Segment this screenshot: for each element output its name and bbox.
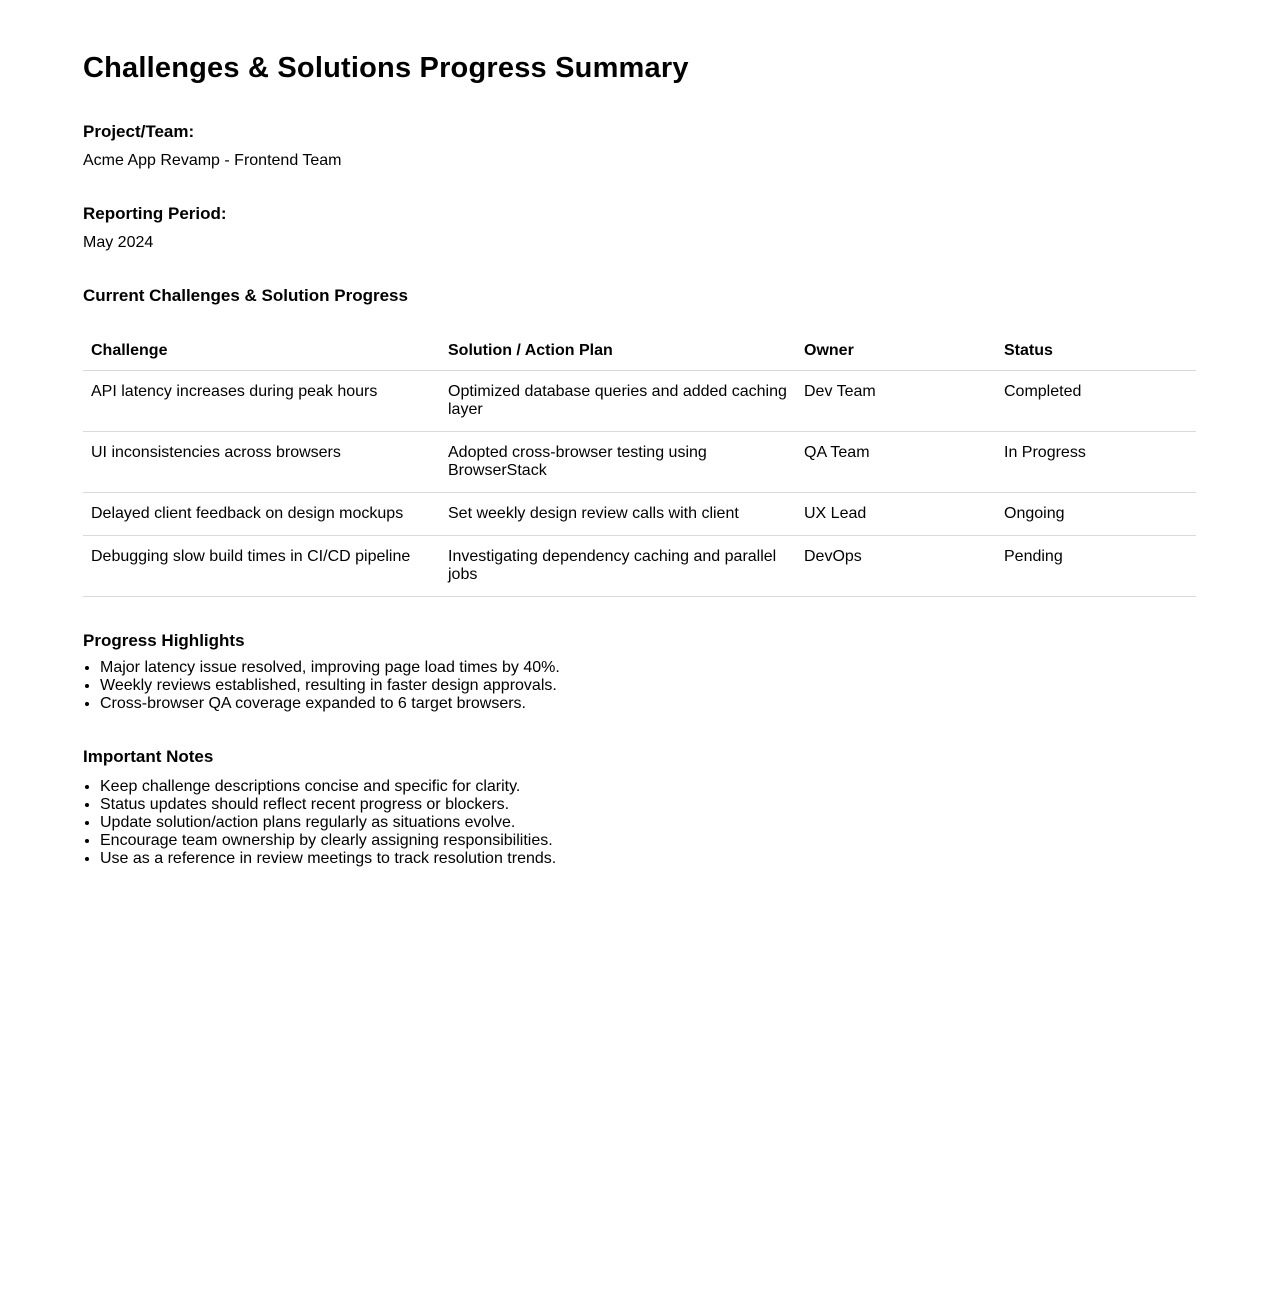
table-row (83, 371, 1196, 432)
note-item: • Update solution/action plans regularly as situations evolve. (100, 814, 1196, 832)
progress-highlights-section (83, 631, 1196, 713)
cell-challenge: UI inconsistencies across browsers (83, 432, 440, 493)
project-team-section (83, 122, 1196, 170)
cell-solution: Investigating dependency caching and parallel jobs (440, 536, 796, 597)
project-team-value: Acme App Revamp - Frontend Team (83, 152, 342, 169)
table-row (83, 432, 1196, 493)
table-header (83, 332, 1196, 371)
table-row (83, 493, 1196, 536)
note-item: • Encourage team ownership by clearly assigning responsibilities. (100, 832, 1196, 850)
project-team-label: Project/Team: (83, 122, 195, 141)
reporting-period-value: May 2024 (83, 234, 154, 251)
cell-owner: DevOps (796, 536, 996, 597)
note-item: • Status updates should reflect recent progress or blockers. (100, 796, 1196, 814)
challenges-heading: Current Challenges & Solution Progress (83, 286, 408, 305)
important-notes-list (83, 778, 1196, 868)
cell-solution: Set weekly design review calls with client (440, 493, 796, 536)
table-body (83, 371, 1196, 597)
cell-status: Ongoing (996, 493, 1196, 536)
reporting-period-label: Reporting Period: (83, 204, 227, 223)
column-header-challenge: Challenge (83, 332, 440, 371)
column-header-solution: Solution / Action Plan (440, 332, 796, 371)
cell-status: Pending (996, 536, 1196, 597)
page-title: Challenges & Solutions Progress Summary (83, 52, 689, 84)
highlight-item: • Weekly reviews established, resulting in faster design approvals. (100, 677, 1196, 695)
cell-solution: Optimized database queries and added caching layer (440, 371, 796, 432)
cell-solution: Adopted cross-browser testing using BrowserStack (440, 432, 796, 493)
cell-owner: QA Team (796, 432, 996, 493)
progress-highlights-heading: Progress Highlights (83, 631, 245, 650)
highlight-item: • Major latency issue resolved, improving page load times by 40%. (100, 659, 1196, 677)
column-header-status: Status (996, 332, 1196, 371)
challenges-table (83, 332, 1196, 597)
cell-owner: Dev Team (796, 371, 996, 432)
note-item: • Keep challenge descriptions concise and specific for clarity. (100, 778, 1196, 796)
cell-challenge: Debugging slow build times in CI/CD pipeline (83, 536, 440, 597)
reporting-period-section (83, 204, 1196, 252)
important-notes-heading: Important Notes (83, 747, 214, 766)
table-header-row (83, 332, 1196, 371)
cell-challenge: API latency increases during peak hours (83, 371, 440, 432)
cell-status: In Progress (996, 432, 1196, 493)
highlight-item: • Cross-browser QA coverage expanded to 6 target browsers. (100, 695, 1196, 713)
challenges-section (83, 286, 1196, 597)
note-item: • Use as a reference in review meetings to track resolution trends. (100, 850, 1196, 868)
column-header-owner: Owner (796, 332, 996, 371)
cell-challenge: Delayed client feedback on design mockups (83, 493, 440, 536)
important-notes-section (83, 747, 1196, 868)
cell-status: Completed (996, 371, 1196, 432)
table-row (83, 536, 1196, 597)
cell-owner: UX Lead (796, 493, 996, 536)
progress-highlights-list (83, 659, 1196, 713)
